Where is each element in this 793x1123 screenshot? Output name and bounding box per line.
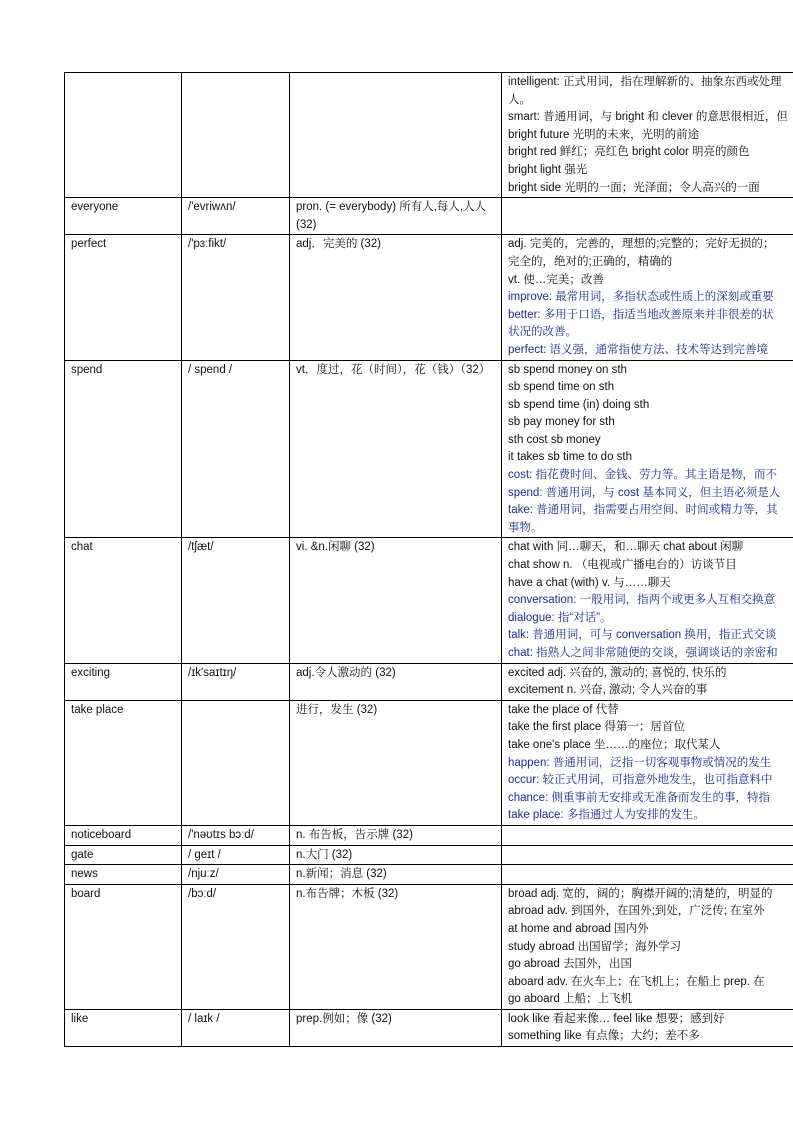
definition-cell: n.大门 (32) (290, 845, 502, 865)
note-line: bright red 鲜红；亮红色 bright color 明亮的颜色 (508, 146, 750, 159)
phonetic-cell: /'nəʊtɪs bɔːd/ (182, 825, 290, 845)
notes-cell (502, 1009, 793, 1046)
notes-cell (502, 845, 793, 865)
word-cell: like (65, 1009, 182, 1046)
note-line: intelligent: 正式用词，指在理解新的、抽象东西或处理 (508, 76, 782, 88)
note-line: aboard adv. 在火车上；在飞机上；在船上 prep. 在 (508, 975, 765, 988)
word-cell: gate (65, 845, 182, 865)
vocab-row (65, 538, 793, 663)
definition-cell: vi. &n.闲聊 (32) (290, 538, 502, 663)
note-line: perfect: 语义强，通常指使方法、技术等达到完善境 (508, 343, 769, 356)
note-line: take the place of 代替 (508, 703, 619, 716)
vocab-row (65, 73, 793, 198)
phonetic-cell: /bɔːd/ (182, 884, 290, 1009)
definition-cell: n.布告牌；木板 (32) (290, 884, 502, 1009)
word-cell: everyone (65, 198, 182, 235)
phonetic-cell (182, 700, 290, 825)
note-line: take the first place 得第一；居首位 (508, 721, 686, 734)
vocab-row (65, 845, 793, 865)
notes-cell (502, 825, 793, 845)
note-line: it takes sb time to do sth (508, 451, 633, 464)
note-line: abroad adv. 到国外，在国外;到处，广泛传; 在室外 (508, 905, 765, 918)
note-line: go aboard 上船；上飞机 (508, 993, 632, 1006)
notes-cell (502, 865, 793, 885)
word-cell: exciting (65, 663, 182, 700)
definition-cell: adj．完美的 (32) (290, 235, 502, 360)
notes-cell (502, 538, 793, 663)
vocab-row (65, 235, 793, 360)
note-line: broad adj. 宽的，阔的；胸襟开阔的;清楚的，明显的 (508, 887, 773, 900)
phonetic-cell (182, 73, 290, 198)
note-line: sb pay money for sth (508, 416, 615, 429)
vocabulary-table (64, 72, 793, 1047)
note-line: study abroad 出国留学；海外学习 (508, 940, 682, 953)
notes-cell (502, 73, 793, 198)
word-cell: perfect (65, 235, 182, 360)
word-cell (65, 73, 182, 198)
definition-cell: pron. (= everybody) 所有人,每人,人人 (32) (290, 198, 502, 235)
note-line: chat with 同…聊天，和…聊天 chat about 闲聊 (508, 541, 744, 554)
phonetic-cell: /njuːz/ (182, 865, 290, 885)
notes-cell (502, 198, 793, 235)
note-line: chat show n. （电视或广播电台的）访谈节目 (508, 559, 737, 572)
note-line: look like 看起来像… feel like 想要；感到好 (508, 1012, 725, 1025)
phonetic-cell: / spend / (182, 360, 290, 538)
note-line: occur: 较正式用词，可指意外地发生，也可指意料中 (508, 774, 773, 787)
note-line: better: 多用于口语，指适当地改善原来并非很差的状 (508, 308, 774, 321)
note-line: excitement n. 兴奋, 激动; 令人兴奋的事 (508, 684, 708, 697)
vocab-row (65, 663, 793, 700)
word-cell: take place (65, 700, 182, 825)
note-line: bright light 强光 (508, 163, 588, 176)
note-line: improve: 最常用词，多指状态或性质上的深刻或重要 (508, 291, 774, 304)
note-line: happen: 普通用词，泛指一切客观事物或情况的发生 (508, 756, 772, 769)
note-line: vt. 使…完美；改善 (508, 273, 604, 286)
note-line: sb spend time on sth (508, 381, 615, 394)
note-line: take: 普通用词，指需要占用空间、时间或精力等，其 (508, 504, 778, 517)
notes-cell (502, 700, 793, 825)
note-line: at home and abroad 国内外 (508, 922, 649, 935)
note-line: conversation: 一般用词，指两个或更多人互相交换意 (508, 594, 776, 607)
word-cell: board (65, 884, 182, 1009)
vocab-row (65, 700, 793, 825)
note-line: have a chat (with) v. 与……聊天 (508, 576, 671, 589)
vocabulary-table-body (65, 73, 793, 1047)
phonetic-cell: /'evriwʌn/ (182, 198, 290, 235)
notes-cell (502, 235, 793, 360)
word-cell: chat (65, 538, 182, 663)
vocab-row (65, 360, 793, 538)
note-line: 完全的，绝对的;正确的，精确的 (508, 255, 673, 268)
phonetic-cell: / geɪt / (182, 845, 290, 865)
definition-cell: prep.例如；像 (32) (290, 1009, 502, 1046)
phonetic-cell: /tʃæt/ (182, 538, 290, 663)
vocab-row (65, 1009, 793, 1046)
word-cell: noticeboard (65, 825, 182, 845)
notes-cell (502, 663, 793, 700)
note-line: chat: 指熟人之间非常随便的交谈，强调谈话的亲密和 (508, 647, 778, 659)
word-cell: news (65, 865, 182, 885)
note-line: something like 有点像；大约；差不多 (508, 1030, 700, 1043)
note-line: 人。 (508, 93, 531, 106)
definition-cell: n. 布告板，告示牌 (32) (290, 825, 502, 845)
note-line: dialogue: 指“对话”。 (508, 611, 612, 624)
vocab-row (65, 884, 793, 1009)
note-line: sb spend time (in) doing sth (508, 398, 650, 411)
vocab-row (65, 198, 793, 235)
note-line: 状况的改善。 (508, 326, 577, 339)
definition-cell: 进行，发生 (32) (290, 700, 502, 825)
vocab-row (65, 865, 793, 885)
definition-cell (290, 73, 502, 198)
phonetic-cell: / laɪk / (182, 1009, 290, 1046)
phonetic-cell: /'pɜːfikt/ (182, 235, 290, 360)
definition-cell: n.新闻；消息 (32) (290, 865, 502, 885)
definition-cell: vt．度过，花（时间），花（钱）（32） (290, 360, 502, 538)
word-cell: spend (65, 360, 182, 538)
note-line: sth cost sb money (508, 433, 601, 446)
note-line: chance: 侧重事前无安排或无准备而发生的事，特指 (508, 791, 770, 804)
definition-cell: adj.令人激动的 (32) (290, 663, 502, 700)
vocab-row (65, 825, 793, 845)
note-line: smart: 普通用词，与 bright 和 clever 的意思很相近，但 (508, 111, 788, 124)
note-line: spend: 普通用词，与 cost 基本同义，但主语必须是人 (508, 486, 781, 499)
note-line: sb spend money on sth (508, 363, 627, 376)
notes-cell (502, 360, 793, 538)
note-line: adj. 完美的，完善的，理想的;完整的；完好无损的； (508, 238, 775, 251)
notes-cell (502, 884, 793, 1009)
note-line: talk: 普通用词，可与 conversation 换用，指正式交谈 (508, 629, 777, 642)
note-line: take one's place 坐……的座位；取代某人 (508, 738, 721, 751)
note-line: bright side 光明的一面；光泽面；令人高兴的一面 (508, 181, 760, 194)
note-line: cost: 指花费时间、金钱、劳力等。其主语是物，而不 (508, 469, 777, 482)
note-line: 事物。 (508, 521, 543, 534)
note-line: take place: 多指通过人为安排的发生。 (508, 809, 705, 822)
note-line: bright future 光明的未来，光明的前途 (508, 128, 700, 141)
phonetic-cell: /ɪk'saɪtɪŋ/ (182, 663, 290, 700)
note-line: excited adj. 兴奋的, 激动的; 喜悦的, 快乐的 (508, 666, 727, 679)
note-line: go abroad 去国外，出国 (508, 958, 632, 971)
